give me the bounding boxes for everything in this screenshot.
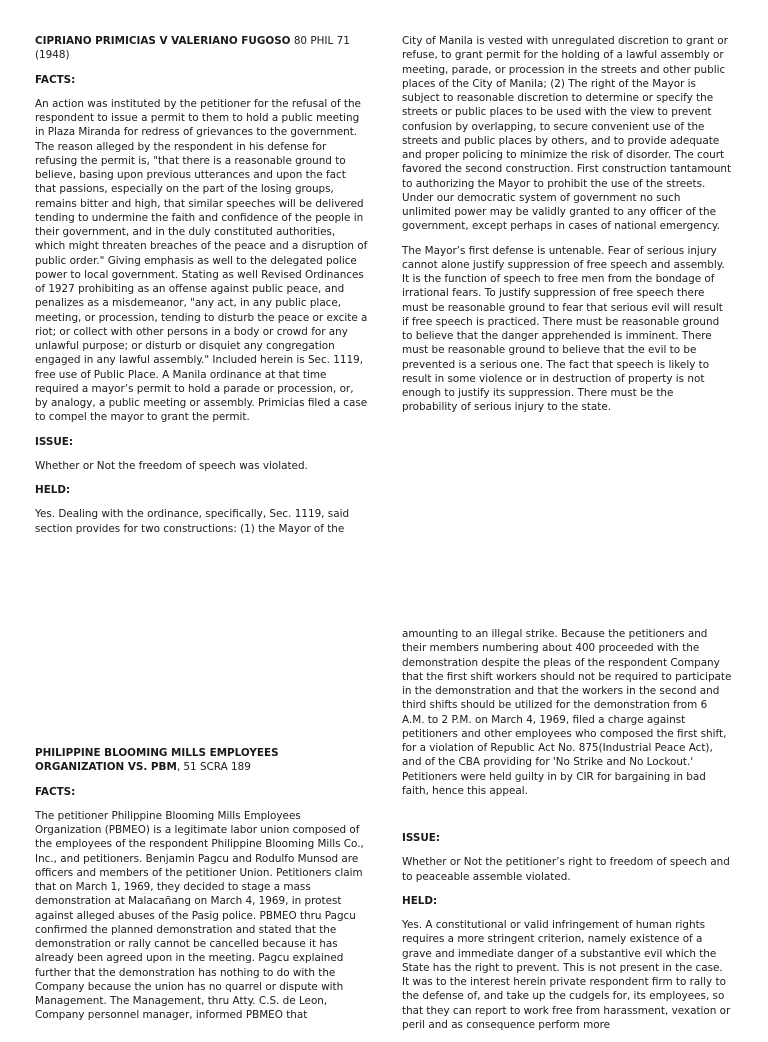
case1-held-part2: City of Manila is vested with unregulated discretion to grant or refuse, to grant permit for the holding of a lawful assembly or meeting, parade, or procession in the streets and other public places of the City of Manila; (2) The right of the Mayor is subject to reasonable discretion to determine or specify the streets or public places to be used with the view to prevent confusion by overlapping, to secure convenient use of the streets and public places by others, and to provide adequate and proper policing to minimize the risk of disorder. The court favored the second construction. First construction tantamount to authorizing the Mayor to prohibit the use of the streets. Under our democratic system of government no such unlimited power may be validly granted to any officer of the government, except perhaps in cases of national emergency. <box>402 35 732 233</box>
case2-title: PHILIPPINE BLOOMING MILLS EMPLOYEES ORGANIZATION VS. PBM <box>35 747 279 774</box>
case1-facts: An action was instituted by the petitioner for the refusal of the respondent to issue a permit to them to hold a public meeting in Plaza Miranda for redress of grievances to the government. The reason alleged by the respondent in his defense for refusing the permit is, "that there is a reasonable ground to believe, basing upon previous utterances and upon the fact that passions, especially on the part of the losing groups, remains bitter and high, that similar speeches will be delivered tending to undermine the faith and confidence of the people in their government, and in the duly constituted authorities, which might threaten breaches of the peace and a disruption of public order." Giving emphasis as well to the delegated police power to local government. Stating as well Revised Ordinances of 1927 prohibiting as an offense against public peace, and penalizes as a misdemeanor, "any act, in any public place, meeting, or procession, tending to disturb the peace or excite a riot; or collect with other persons in a body or crowd for any unlawful purpose; or disturb or disquiet any congregation engaged in any lawful assembly." Included herein is Sec. 1119, free use of Public Place. A Manila ordinance at that time required a mayor’s permit to hold a parade or procession, or, by analogy, a public meeting or assembly. Primicias filed a case to compel the mayor to grant the permit. <box>35 97 368 424</box>
case1-facts-heading: FACTS: <box>35 73 76 86</box>
case2-citation: , 51 SCRA 189 <box>176 761 251 774</box>
case2-held: Yes. A constitutional or valid infringement of human rights requires a more stringent criterion, namely existence of a grave and immediate danger of a substantive evil which the State has the right to prevent. This is not present in the case. It was to the interest herein private respondent firm to rally to the defense of, and take up the cudgels for, its employees, so that they can report to work free from harassment, vexation or peril and as consequence perform more <box>402 919 731 1031</box>
case1-held-heading: HELD: <box>35 484 71 496</box>
case1-title: CIPRIANO PRIMICIAS V VALERIANO FUGOSO <box>35 35 291 47</box>
case2-facts-continued <box>402 627 732 808</box>
case2-held-heading: HELD: <box>402 894 438 907</box>
case2-left-column <box>35 746 368 1033</box>
case1-issue-heading: ISSUE: <box>35 435 74 448</box>
case2-issue-held <box>402 831 732 1042</box>
case2-facts-part2: amounting to an illegal strike. Because the petitioners and their members numbering about 400 proceeded with the demonstration despite the pleas of the respondent Company that the first shift workers should not be required to participate in the demonstration and that the workers in the second and third shifts should be utilized for the demonstration from 6 A.M. to 2 P.M. on March 4, 1969, filed a charge against petitioners and other employees who composed the first shift, for a violation of Republic Act No. 875(Industrial Peace Act), and of the CBA providing for 'No Strike and No Lockout.' Petitioners were held guilty in by CIR for bargaining in bad faith, hence this appeal. <box>402 628 732 797</box>
case1-issue: Whether or Not the freedom of speech was violated. <box>35 459 308 472</box>
case1-held-part3: The Mayor’s first defense is untenable. Fear of serious injury cannot alone justify suppression of free speech and assembly. It is the function of speech to free men from the bondage of irrational fears. To justify suppression of free speech there must be reasonable ground to fear that serious evil will result if free speech is practiced. There must be reasonable ground to believe that the danger apprehended is imminent. There must be reasonable ground to believe that the evil to be prevented is a serious one. The fact that speech is likely to result in some violence or in destruction of property is not enough to justify its suppression. There must be the probability of serious injury to the state. <box>402 244 725 414</box>
case2-issue-heading: ISSUE: <box>402 832 441 844</box>
case1-right-column <box>402 34 732 425</box>
case2-title-line <box>35 746 368 775</box>
case2-issue: Whether or Not the petitioner’s right to freedom of speech and to peaceable assemble violated. <box>402 856 730 883</box>
case1-title-line <box>35 34 368 63</box>
case1-left-column <box>35 34 368 546</box>
case2-facts-part1: The petitioner Philippine Blooming Mills Employees Organization (PBMEO) is a legitimate labor union composed of the employees of the respondent Philippine Blooming Mills Co., Inc., and petitioners. Benjamin Pagcu and Rodulfo Munsod are officers and members of the petitioner Union. Petitioners claim that on March 1, 1969, they decided to stage a mass demonstration at Malacañang on March 4, 1969, in protest against alleged abuses of the Pasig police. PBMEO thru Pagcu confirmed the planned demonstration and stated that the demonstration or rally cannot be cancelled because it has already been agreed upon in the meeting. Pagcu explained further that the demonstration has nothing to do with the Company because the union has no quarrel or dispute with Management. The Management, thru Atty. C.S. de Leon, Company personnel manager, informed PBMEO that <box>35 809 364 1022</box>
case1-held-part1: Yes. Dealing with the ordinance, specifically, Sec. 1119, said section provides for two constructions: (1) the Mayor of the <box>35 508 350 535</box>
case1-citation: 80 PHIL 71 (1948) <box>35 35 350 62</box>
case2-facts-heading: FACTS: <box>35 785 76 798</box>
